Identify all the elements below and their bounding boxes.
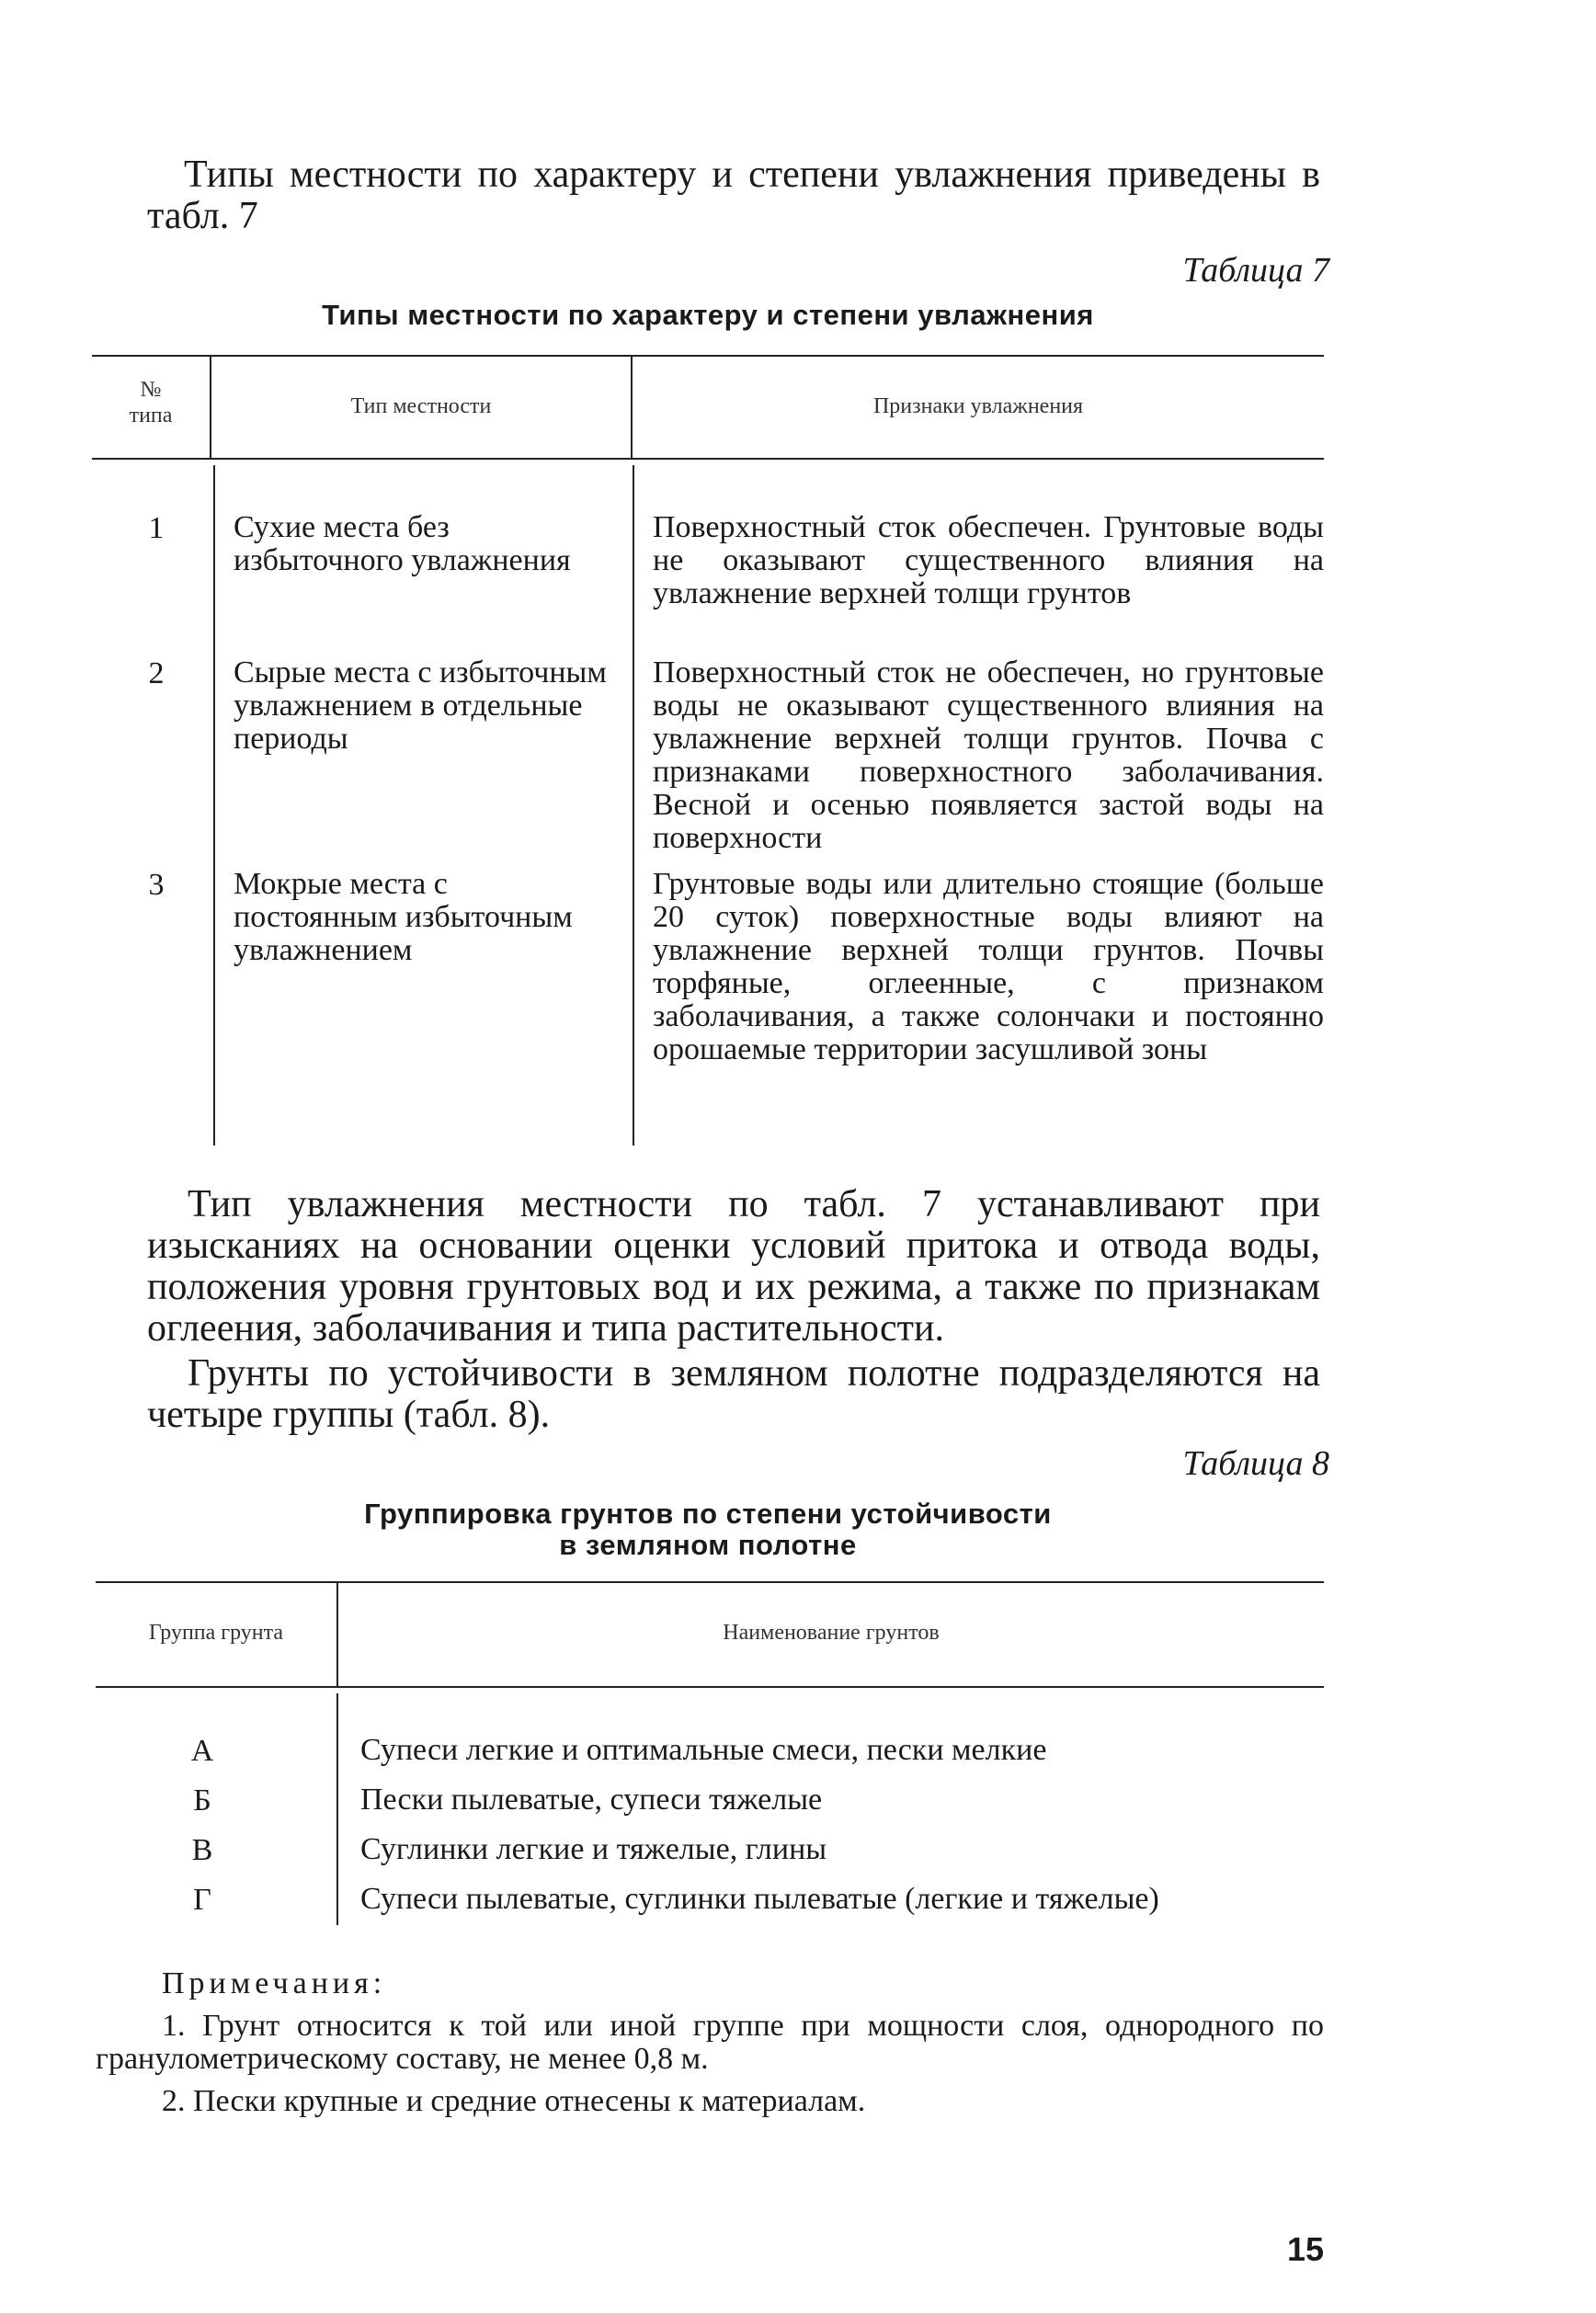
- table8-title-line1: Группировка грунтов по степени устойчивости: [364, 1498, 1052, 1530]
- table8-row2-name: Пески пылеватые, супеси тяжелые: [360, 1783, 823, 1817]
- table7-row3-signs: Грунтовые воды или длительно стоящие (больше 20 суток) поверхностные воды влияют на увлажнение верхней толщи грунтов. Почвы торфяные, оглеенные, с признаком заболачивания, а также солончаки и постоянно орошаемые территории засушливой зоны: [653, 867, 1324, 1066]
- table7-header-type: Тип местности: [350, 394, 492, 418]
- table8-header-rule: [96, 1686, 1324, 1688]
- table7-header-signs: Признаки увлажнения: [872, 394, 1084, 418]
- table7-row2-num: 2: [148, 656, 165, 690]
- table8-top-rule: [96, 1581, 1324, 1583]
- table8-row3-group: В: [191, 1833, 213, 1867]
- table7-body-divider-1: [213, 465, 215, 1145]
- table8-row2-group: Б: [193, 1783, 211, 1817]
- table8-body-divider: [336, 1693, 338, 1925]
- table7-row2-signs: Поверхностный сток не обеспечен, но грунтовые воды не оказывают существенного влияния на увлажнение верхней толщи грунтов. Почва с признаками поверхностного заболачивания. Весной и осенью появляется застой воды на поверхности: [653, 655, 1324, 855]
- table7-body-divider-2: [633, 465, 634, 1145]
- table7-row3-num: 3: [148, 868, 165, 902]
- table7-row1-num: 1: [148, 511, 165, 545]
- table8-header-group: Группа грунта: [148, 1621, 284, 1645]
- paragraph-moisture-type: Тип увлажнения местности по табл. 7 устанавливают при изысканиях на основании оценки условий притока и отвода воды, положения уровня грунтовых вод и их режима, а также по признакам оглеения, заболачивания и типа растительности.: [147, 1183, 1320, 1350]
- table8-caption: Таблица 8: [1182, 1444, 1329, 1483]
- table7-row3-type: Мокрые места с постоянным избыточным увлажнением: [234, 867, 573, 967]
- table7-row1-signs: Поверхностный сток обеспечен. Грунтовые воды не оказывают существенного влияния на увлажнение верхней толщи грунтов: [653, 510, 1324, 610]
- table8-row4-group: Г: [193, 1883, 211, 1917]
- table7-row1-type: Сухие места без избыточного увлажнения: [234, 510, 571, 577]
- table8-title-line2: в земляном полотне: [559, 1529, 857, 1561]
- notes-title: Примечания:: [162, 1966, 387, 2000]
- paragraph-soil-groups: Грунты по устойчивости в земляном полотне подразделяются на четыре группы (табл. 8).: [147, 1352, 1320, 1436]
- table8-row1-group: А: [190, 1734, 214, 1768]
- table7-header-rule: [92, 458, 1324, 460]
- table7-header-num-label: типа: [129, 404, 173, 427]
- table7-header-num-symbol: №: [140, 378, 162, 402]
- note-item-1: 1. Грунт относится к той или иной группе при мощности слоя, однородного по гранулометрическому составу, не менее 0,8 м.: [96, 2009, 1324, 2076]
- intro-paragraph: Типы местности по характеру и степени увлажнения приведены в табл. 7: [147, 154, 1320, 237]
- table7-row2-type: Сырые места с избыточным увлажнением в отдельные периоды: [234, 655, 607, 756]
- table8-row4-name: Супеси пылеватые, суглинки пылеватые (легкие и тяжелые): [360, 1882, 1159, 1916]
- table7-title: Типы местности по характеру и степени увлажнения: [322, 299, 1094, 331]
- table7-top-rule: [92, 355, 1324, 357]
- table8-row1-name: Супеси легкие и оптимальные смеси, пески мелкие: [360, 1733, 1047, 1767]
- page-number: 15: [1287, 2230, 1325, 2268]
- table7-header-num: [92, 377, 210, 428]
- table8-row3-name: Суглинки легкие и тяжелые, глины: [360, 1832, 827, 1866]
- table8-header-name: Наименование грунтов: [723, 1621, 940, 1645]
- note-item-2: 2. Пески крупные и средние отнесены к материалам.: [162, 2084, 866, 2118]
- table7-caption: Таблица 7: [1182, 251, 1329, 290]
- table8-title: [92, 1498, 1324, 1561]
